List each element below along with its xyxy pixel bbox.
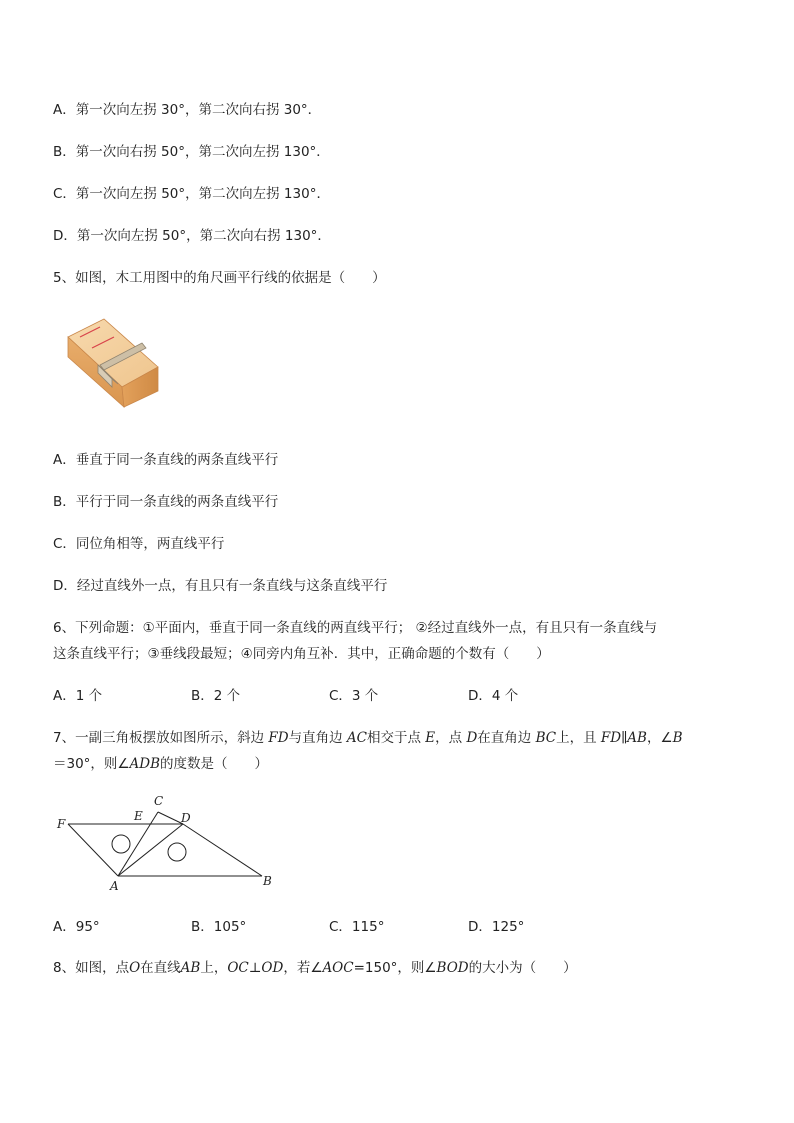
q6-option-b: B．2 个 <box>191 688 241 704</box>
q4-option-b: B．第一次向右拐 50°，第二次向左拐 130°． <box>53 144 330 160</box>
q6-option-c: C．3 个 <box>329 688 379 704</box>
q4-option-d: D．第一次向左拐 50°，第二次向右拐 130°． <box>53 228 331 244</box>
q7-stem-line1: 7、一副三角板摆放如图所示，斜边 FD与直角边 AC相交于点 E，点 D在直角边 BC上，且 FD∥AB，∠B <box>53 730 683 746</box>
q5-option-d: D．经过直线外一点，有且只有一条直线与这条直线平行 <box>53 578 388 594</box>
carpenter-square-figure <box>62 315 162 411</box>
label-e: E <box>134 809 143 823</box>
label-c: C <box>154 794 164 808</box>
q6-stem-line2: 这条直线平行；③垂线段最短；④同旁内角互补．其中，正确命题的个数有（ ） <box>53 646 550 662</box>
label-a: A <box>110 879 119 893</box>
q7-option-b: B．105° <box>191 919 247 935</box>
q4-option-a: A．第一次向左拐 30°，第二次向右拐 30°． <box>53 102 322 118</box>
q5-option-a: A．垂直于同一条直线的两条直线平行 <box>53 452 279 468</box>
q7-option-d: D．125° <box>468 919 525 935</box>
q6-option-a: A．1 个 <box>53 688 103 704</box>
label-b: B <box>263 874 272 888</box>
q7-option-c: C．115° <box>329 919 385 935</box>
q8-stem: 8、如图，点O在直线AB上，OC⊥OD，若∠AOC=150°，则∠BOD的大小为（ ） <box>53 960 577 976</box>
q7-stem-line2: ＝30°，则∠ADB的度数是（ ） <box>53 756 269 772</box>
q7-option-a: A．95° <box>53 919 100 935</box>
label-f: F <box>57 817 66 831</box>
q6-stem-line1: 6、下列命题：①平面内，垂直于同一条直线的两直线平行； ②经过直线外一点，有且只有一条直线与 <box>53 620 658 636</box>
q6-option-d: D．4 个 <box>468 688 519 704</box>
label-d: D <box>181 811 191 825</box>
q5-option-b: B．平行于同一条直线的两条直线平行 <box>53 494 279 510</box>
q5-option-c: C．同位角相等，两直线平行 <box>53 536 225 552</box>
q5-stem: 5、如图，木工用图中的角尺画平行线的依据是（ ） <box>53 270 386 286</box>
triangle-set-figure <box>50 790 290 900</box>
q4-option-c: C．第一次向左拐 50°，第二次向左拐 130°． <box>53 186 330 202</box>
